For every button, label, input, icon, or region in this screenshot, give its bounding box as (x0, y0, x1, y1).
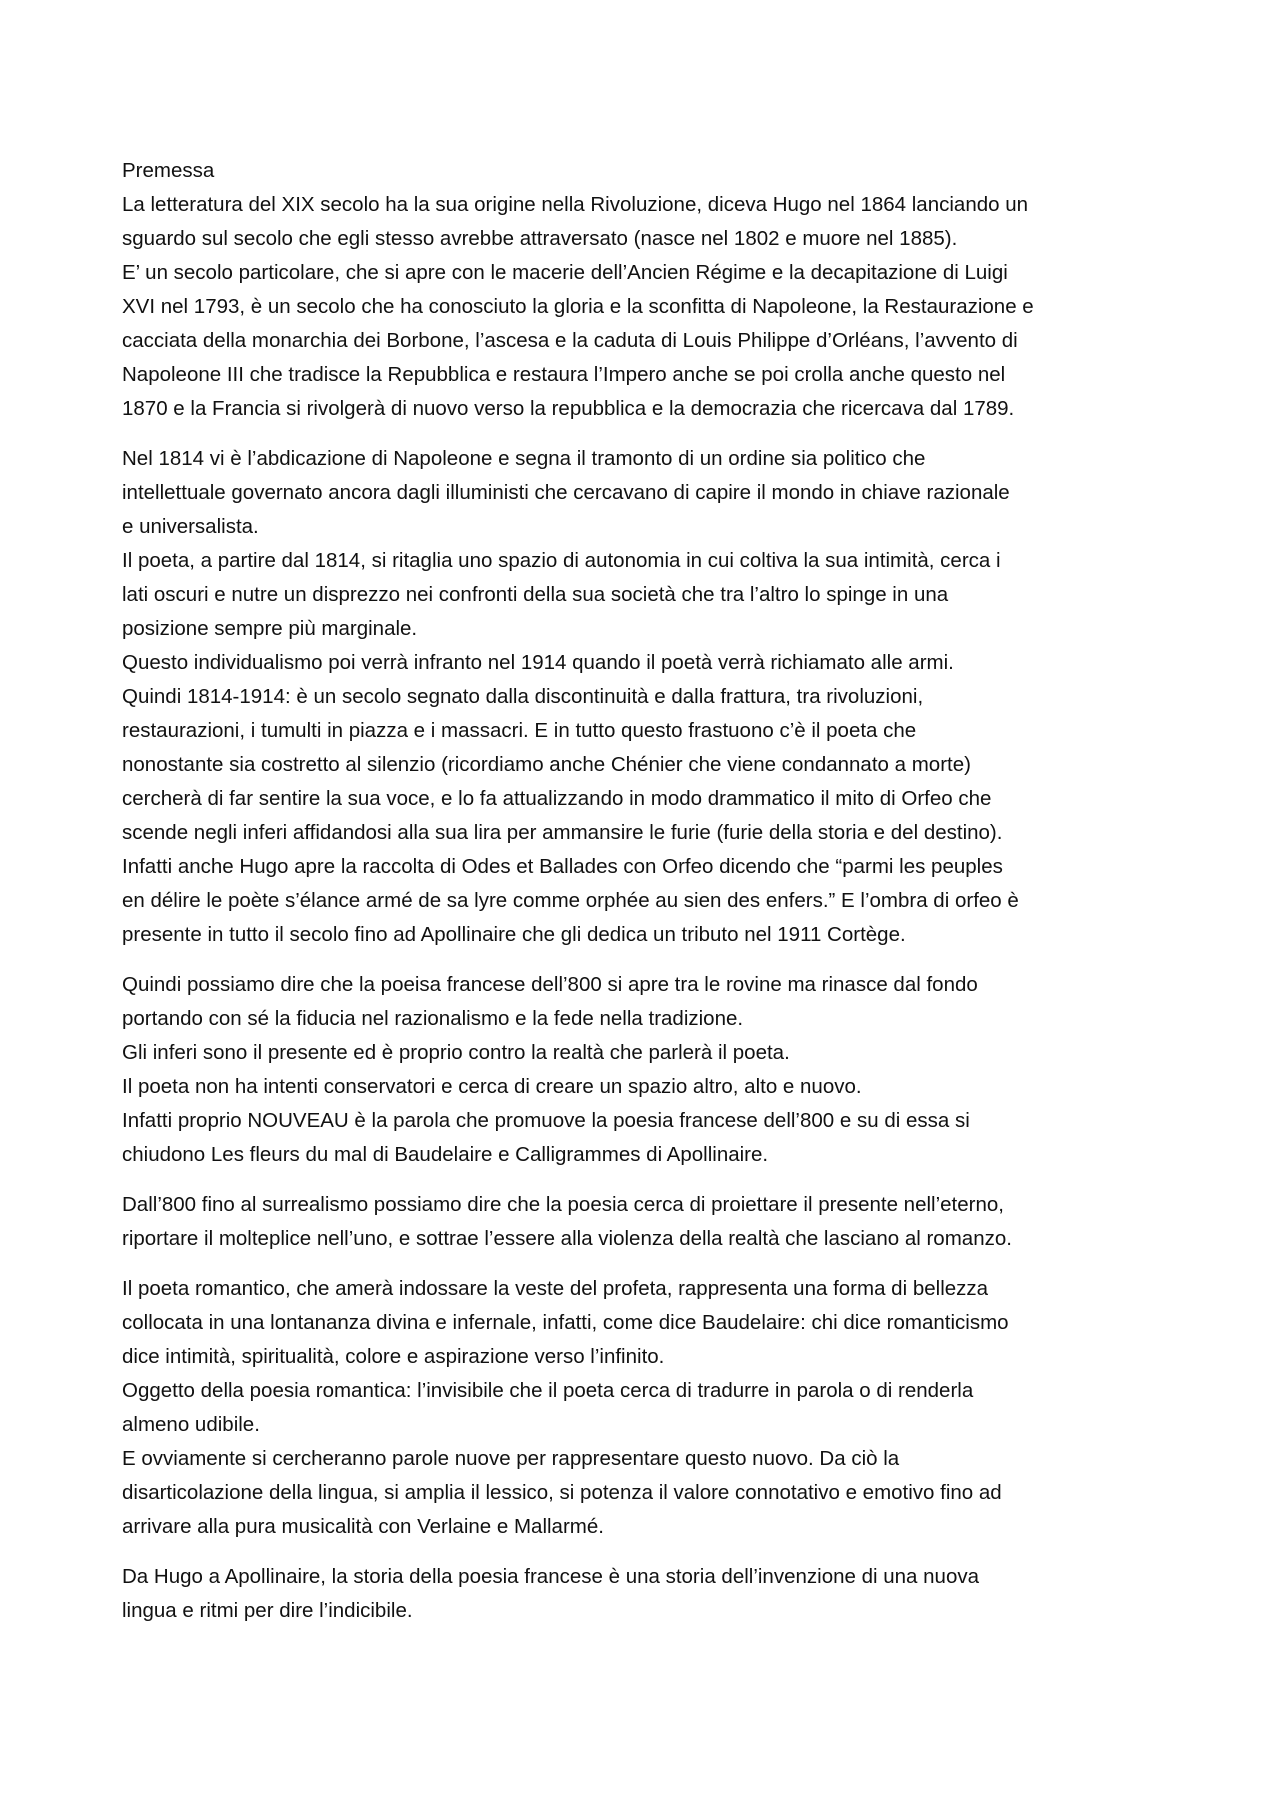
text-line: lingua e ritmi per dire l’indicibile. (122, 1599, 413, 1622)
document-page (122, 154, 1162, 1644)
text-line: Oggetto della poesia romantica: l’invisibile che il poeta cerca di tradurre in parola o di renderla (122, 1379, 974, 1402)
text-line: lati oscuri e nutre un disprezzo nei confronti della sua società che tra l’altro lo spinge in una (122, 583, 949, 606)
paragraph (122, 1272, 1162, 1544)
text-line: Napoleone III che tradisce la Repubblica e restaura l’Impero anche se poi crolla anche questo nel (122, 363, 1006, 386)
text-line: e universalista. (122, 515, 259, 538)
text-line: Il poeta romantico, che amerà indossare la veste del profeta, rappresenta una forma di bellezza (122, 1277, 989, 1300)
text-line: E’ un secolo particolare, che si apre con le macerie dell’Ancien Régime e la decapitazione di Luigi (122, 261, 1008, 284)
text-line: posizione sempre più marginale. (122, 617, 418, 640)
text-line: Dall’800 fino al surrealismo possiamo dire che la poesia cerca di proiettare il presente nell’eterno, (122, 1193, 1004, 1216)
text-line: dice intimità, spiritualità, colore e aspirazione verso l’infinito. (122, 1345, 665, 1368)
text-line: disarticolazione della lingua, si amplia il lessico, si potenza il valore connotativo e emotivo fino ad (122, 1481, 1002, 1504)
text-line: E ovviamente si cercheranno parole nuove per rappresentare questo nuovo. Da ciò la (122, 1447, 900, 1470)
paragraph (122, 968, 1162, 1172)
text-line: cacciata della monarchia dei Borbone, l’ascesa e la caduta di Louis Philippe d’Orléans, l’avvento di (122, 329, 1018, 352)
paragraph (122, 442, 1162, 952)
text-line: cercherà di far sentire la sua voce, e lo fa attualizzando in modo drammatico il mito di Orfeo che (122, 787, 992, 810)
text-line: sguardo sul secolo che egli stesso avrebbe attraversato (nasce nel 1802 e muore nel 1885). (122, 227, 958, 250)
text-line: scende negli inferi affidandosi alla sua lira per ammansire le furie (furie della storia e del destino). (122, 821, 1003, 844)
text-line: restaurazioni, i tumulti in piazza e i massacri. E in tutto questo frastuono c’è il poeta che (122, 719, 917, 742)
paragraph (122, 154, 1162, 426)
text-line: XVI nel 1793, è un secolo che ha conosciuto la gloria e la sconfitta di Napoleone, la Restaurazione e (122, 295, 1034, 318)
text-line: Infatti anche Hugo apre la raccolta di Odes et Ballades con Orfeo dicendo che “parmi les peuples (122, 855, 1003, 878)
text-line: Il poeta non ha intenti conservatori e cerca di creare un spazio altro, alto e nuovo. (122, 1075, 862, 1098)
text-line: presente in tutto il secolo fino ad Apollinaire che gli dedica un tributo nel 1911 Cortège. (122, 923, 906, 946)
text-line: collocata in una lontananza divina e infernale, infatti, come dice Baudelaire: chi dice romanticismo (122, 1311, 1009, 1334)
text-line: chiudono Les fleurs du mal di Baudelaire e Calligrammes di Apollinaire. (122, 1143, 769, 1166)
text-line: en délire le poète s’élance armé de sa lyre comme orphée au sien des enfers.” E l’ombra di orfeo è (122, 889, 1019, 912)
text-line: intellettuale governato ancora dagli illuministi che cercavano di capire il mondo in chiave razionale (122, 481, 1010, 504)
text-line: Quindi 1814-1914: è un secolo segnato dalla discontinuità e dalla frattura, tra rivoluzioni, (122, 685, 924, 708)
paragraph (122, 1560, 1162, 1628)
text-line: arrivare alla pura musicalità con Verlaine e Mallarmé. (122, 1515, 604, 1538)
text-line: nonostante sia costretto al silenzio (ricordiamo anche Chénier che viene condannato a morte) (122, 753, 971, 776)
text-line: La letteratura del XIX secolo ha la sua origine nella Rivoluzione, diceva Hugo nel 1864 lanciando un (122, 193, 1029, 216)
text-line: Quindi possiamo dire che la poeisa francese dell’800 si apre tra le rovine ma rinasce dal fondo (122, 973, 978, 996)
text-line: 1870 e la Francia si rivolgerà di nuovo verso la repubblica e la democrazia che ricercava dal 1789. (122, 397, 1015, 420)
text-line: portando con sé la fiducia nel razionalismo e la fede nella tradizione. (122, 1007, 744, 1030)
document-body (122, 154, 1162, 1628)
paragraph (122, 1188, 1162, 1256)
text-line: Da Hugo a Apollinaire, la storia della poesia francese è una storia dell’invenzione di una nuova (122, 1565, 979, 1588)
text-line: riportare il molteplice nell’uno, e sottrae l’essere alla violenza della realtà che lasciano al romanzo. (122, 1227, 1012, 1250)
text-line: almeno udibile. (122, 1413, 260, 1436)
text-line: Infatti proprio NOUVEAU è la parola che promuove la poesia francese dell’800 e su di essa si (122, 1109, 970, 1132)
text-line: Gli inferi sono il presente ed è proprio contro la realtà che parlerà il poeta. (122, 1041, 790, 1064)
text-line: Nel 1814 vi è l’abdicazione di Napoleone e segna il tramonto di un ordine sia politico che (122, 447, 926, 470)
document-title: Premessa (122, 159, 215, 182)
text-line: Questo individualismo poi verrà infranto nel 1914 quando il poetà verrà richiamato alle armi. (122, 651, 954, 674)
text-line: Il poeta, a partire dal 1814, si ritaglia uno spazio di autonomia in cui coltiva la sua intimità, cerca i (122, 549, 1001, 572)
